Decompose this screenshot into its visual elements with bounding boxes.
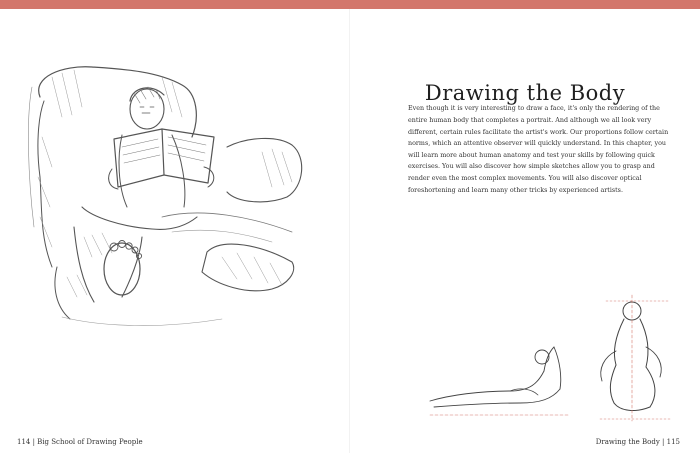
intro-paragraph: Even though it is very interesting to draw a face, it's only the rendering of the entire human body that completes a portrait. And although we all look very different, certain rules facilitate the artist's work. Our proportions follow certain norms, which an attentive observer will quickly understand. In this chapter, you will learn more about human anatomy and test your skills by following quick exercises. You will also discover how simple sketches allow you to grasp and render even the most complex movements. You will also discover optical foreshortening and learn many other tricks by experienced artists.: [408, 105, 669, 194]
gesture-sketch-poses-icon: [420, 291, 682, 423]
left-folio: 114 | Big School of Drawing People: [17, 438, 143, 446]
right-folio: Drawing the Body | 115: [595, 438, 680, 446]
top-accent-band: [0, 0, 700, 9]
left-page: [0, 9, 349, 453]
pencil-sketch-reclining-reader-icon: [22, 57, 337, 342]
right-page: [350, 9, 700, 453]
chapter-title: Drawing the Body: [424, 81, 626, 106]
